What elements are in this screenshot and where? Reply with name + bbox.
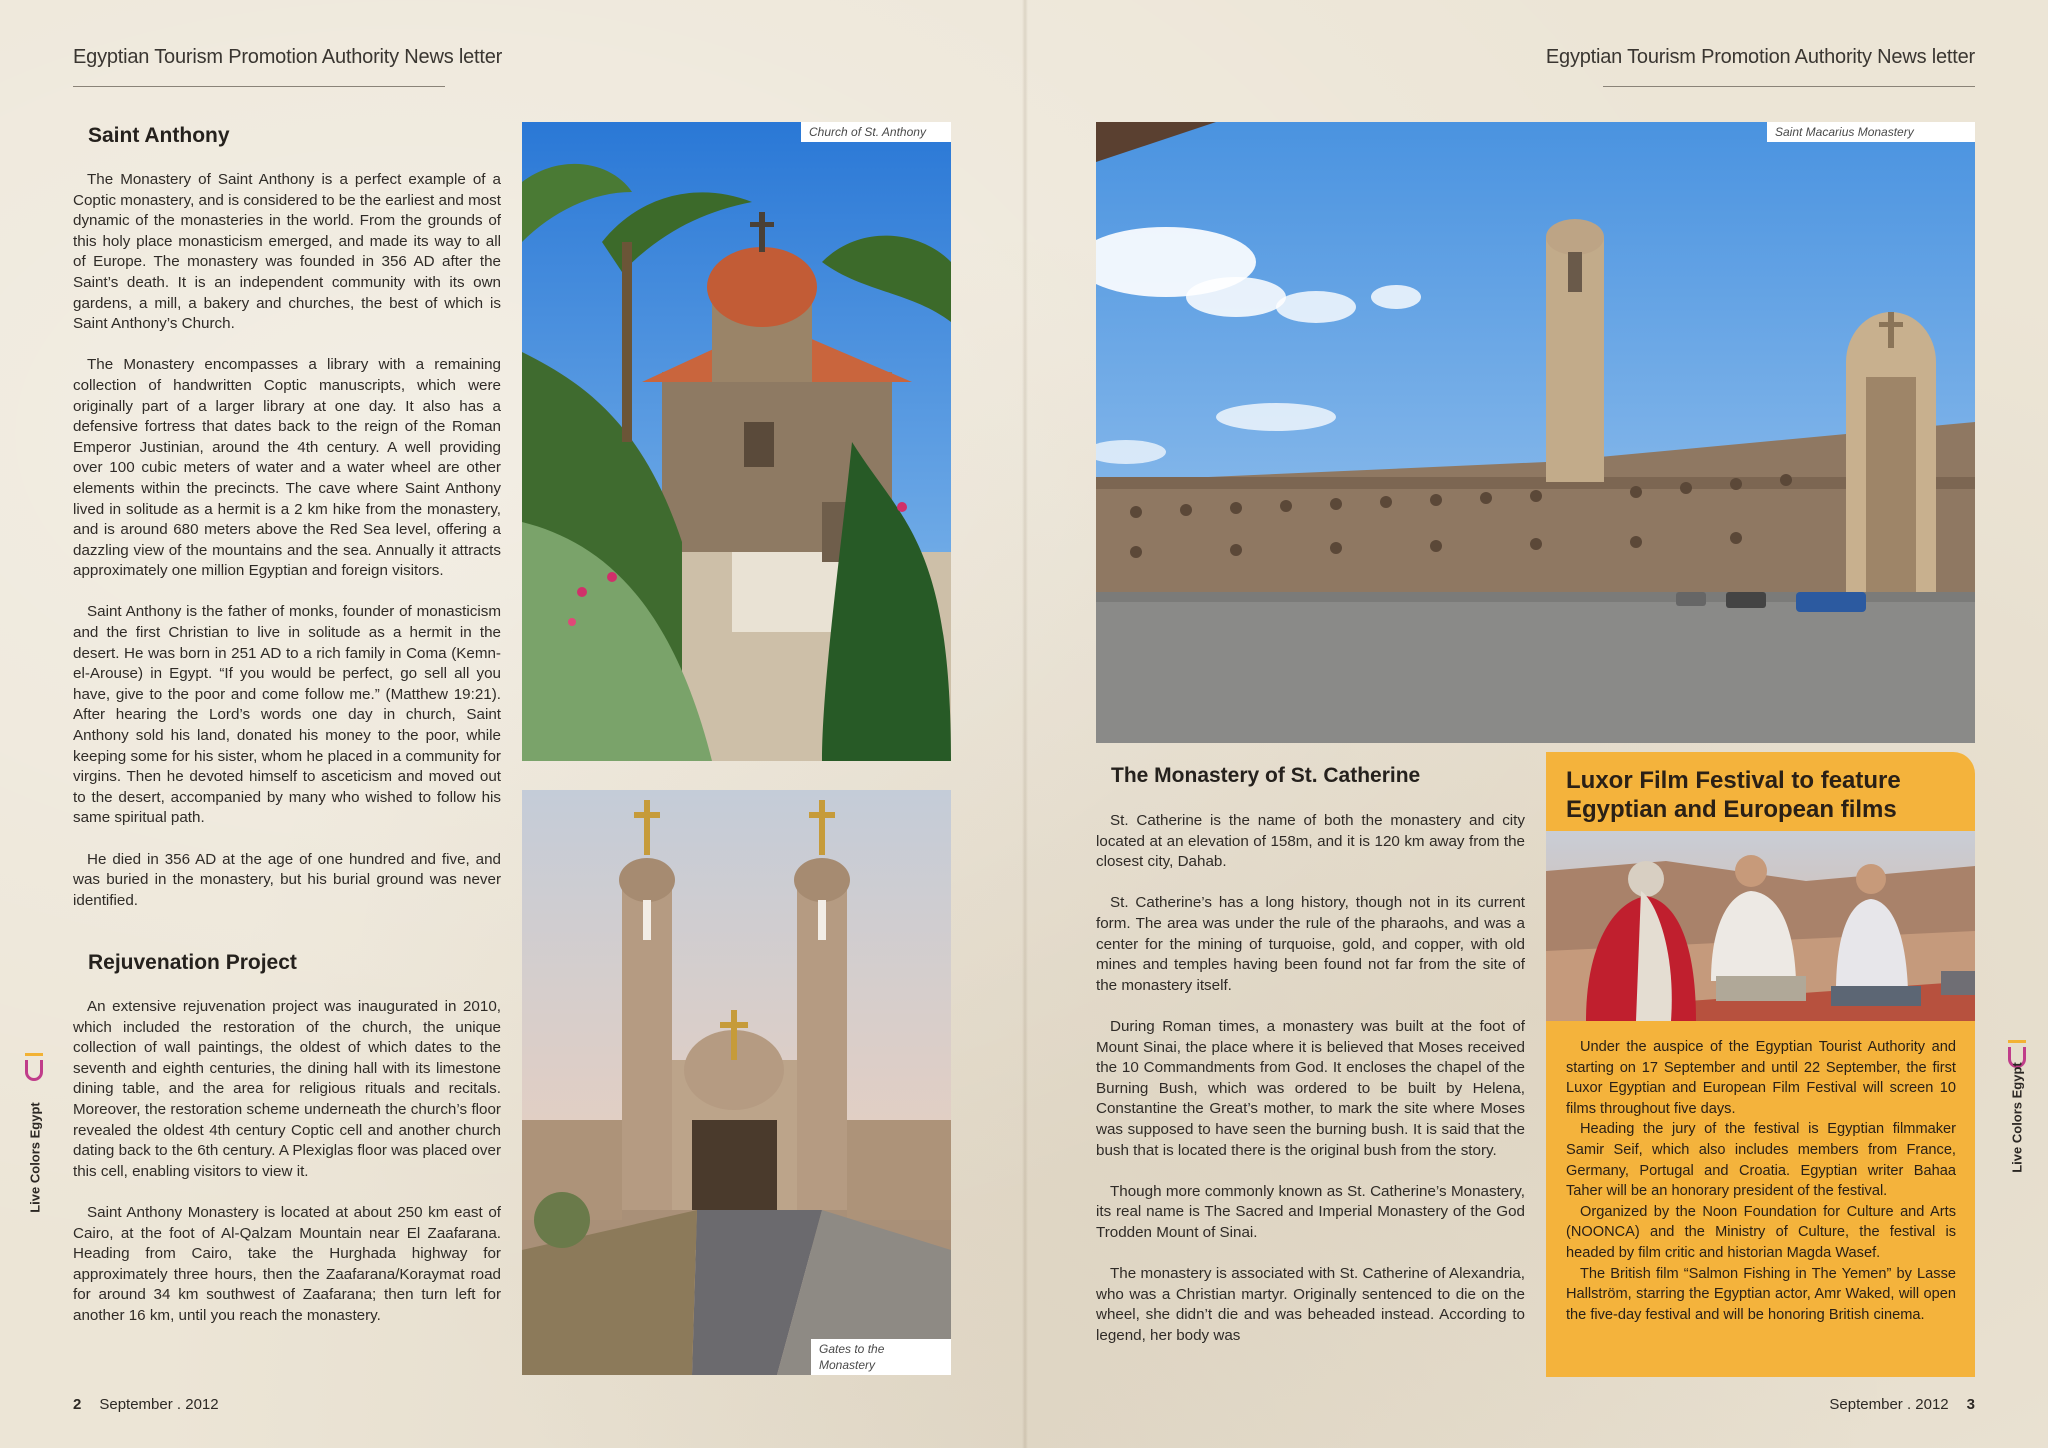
page-number-left: 2 — [73, 1396, 82, 1413]
saint-anthony-paragraph: The Monastery of Saint Anthony is a perfect example of a Coptic monastery, and is considered to be the earliest and most dynamic of the monasteries in the world. From the grounds of this holy place monasticism emerged, and made its way to all of Europe. The monastery was founded in 356 AD after the Saint’s death. It is an independent community with its own gardens, a mill, a bakery and churches, the best of which is Saint Anthony’s Church. — [73, 171, 501, 333]
macarius-illustration — [1096, 122, 1975, 743]
page-gutter — [1022, 0, 1028, 1448]
luxor-paragraph: The British film “Salmon Fishing in The Yemen” by Lasse Hallström, starring the Egyptian actor, Amr Waked, will open the five-day festival and will be honoring British cinema. — [1566, 1265, 1956, 1323]
rejuvenation-title: Rejuvenation Project — [88, 951, 297, 974]
luxor-illustration — [1546, 831, 1975, 1021]
church-photo-caption: Church of St. Anthony — [801, 122, 951, 142]
luxor-paragraph: Heading the jury of the festival is Egyptian filmmaker Samir Seif, which also includes members from France, Germany, Portugal and Croatia. Egyptian writer Bahaa Taher will be an honorary president of the festival. — [1566, 1121, 1956, 1200]
saint-anthony-paragraph: He died in 356 AD at the age of one hundred and five, and was buried in the monastery, but his burial ground was never identified. — [73, 850, 501, 909]
rejuvenation-body — [73, 997, 501, 1327]
side-logo-left — [25, 1060, 43, 1081]
st-catherine-paragraph: St. Catherine is the name of both the monastery and city located at an elevation of 158m, and it is 120 km away from the closest city, Dahab. — [1096, 812, 1525, 871]
issue-date-left: September . 2012 — [99, 1396, 219, 1413]
side-label-left: Live Colors Egypt — [27, 1102, 43, 1213]
page-number-right: 3 — [1966, 1396, 1975, 1413]
gates-photo — [522, 790, 951, 1375]
st-catherine-paragraph: The monastery is associated with St. Catherine of Alexandria, who was a Christian martyr. Originally sentenced to die on the wheel, she didn’t die and was beheaded instead. According to legend, her body was — [1096, 1265, 1525, 1344]
luxor-paragraph: Under the auspice of the Egyptian Tourist Authority and starting on 17 September and until 22 September, the first Luxor Egyptian and European Film Festival will screen 10 films throughout five days. — [1566, 1039, 1956, 1117]
luxor-paragraph: Organized by the Noon Foundation for Culture and Arts (NOONCA) and the Ministry of Culture, the festival is headed by film critic and historian Magda Wasef. — [1566, 1203, 1956, 1261]
luxor-title: Luxor Film Festival to feature Egyptian and European films — [1566, 767, 1901, 823]
church-illustration — [522, 122, 951, 761]
side-label-right: Live Colors Egypt — [2009, 1062, 2025, 1173]
saint-anthony-paragraph: The Monastery encompasses a library with a remaining collection of handwritten Coptic manuscripts, which were originally part of a larger library at one day. It also has a defensive fortress that dates back to the reign of the Roman Emperor Justinian, around the 4th century. A well providing over 100 cubic meters of water and a water wheel are other elements within the precincts. The cave where Saint Anthony lived in solitude as a hermit is a 2 km hike from the monastery, and is around 680 meters above the Red Sea level, offering a dazzling view of the mountains and the sea. Annually it attracts approximately one million Egyptian and foreign visitors. — [73, 356, 501, 580]
st-catherine-paragraph: Though more commonly known as St. Catherine’s Monastery, its real name is The Sacred and Imperial Monastery of the God Trodden Mount of Sinai. — [1096, 1182, 1525, 1241]
header-rule-left — [73, 86, 445, 87]
rejuvenation-paragraph: An extensive rejuvenation project was inaugurated in 2010, which included the restoration of the church, the unique collection of wall paintings, the oldest of which dates to the seventh and eighth centuries, the dining hall with its limestone dining table, and the area for religious rituals and recitals. Moreover, the restoration scheme underneath the church’s floor revealed the oldest 4th century Coptic cell and another church dating back to the 6th century. A Plexiglas floor was placed over this cell, enabling visitors to view it. — [73, 998, 501, 1180]
st-catherine-paragraph: During Roman times, a monastery was built at the foot of Mount Sinai, the place where it is believed that Moses received the 10 Commandments from God. It encloses the chapel of the Burning Bush, which was ordered to be built by Helena, Constantine the Great’s mother, to mark the site where Moses was supposed to have seen the burning bush. It is said that the bush that is located there is the original bush from the story. — [1096, 1017, 1525, 1159]
saint-anthony-paragraph: Saint Anthony is the father of monks, founder of monasticism and the first Christian to live in solitude as a hermit in the desert. He was born in 251 AD to a rich family in Coma (Kemn-el-Arouse) in Egypt. “If you would be perfect, go sell all you have, give to the poor and come follow me.” (Matthew 19:21). After hearing the Lord’s words one day in church, Saint Anthony sold his land, donated his money to the poor, while keeping some for his sister, whom he placed in a community for virgins. Then he devoted himself to asceticism and moved out to the desert, accompanied by many who wished to follow his same spiritual path. — [73, 603, 501, 827]
running-head-left: Egyptian Tourism Promotion Authority News letter — [73, 46, 503, 68]
luxor-body — [1566, 1037, 1956, 1325]
luxor-photo — [1546, 831, 1975, 1021]
running-head-right: Egyptian Tourism Promotion Authority News letter — [1545, 46, 1975, 68]
issue-date-right: September . 2012 — [1829, 1396, 1949, 1413]
st-catherine-body — [1096, 811, 1525, 1346]
st-catherine-title: The Monastery of St. Catherine — [1111, 764, 1421, 787]
gates-illustration — [522, 790, 951, 1375]
church-photo — [522, 122, 951, 761]
folio-right — [1829, 1396, 1975, 1413]
macarius-photo — [1096, 122, 1975, 743]
st-catherine-paragraph: St. Catherine’s has a long history, though not in its current form. The area was under the rule of the pharaohs, and was a center for the mining of turquoise, gold, and copper, with old mines and temples having been found not far from the site of the monastery itself. — [1096, 894, 1525, 994]
folio-left — [73, 1396, 219, 1413]
macarius-photo-caption: Saint Macarius Monastery — [1767, 122, 1975, 142]
rejuvenation-paragraph: Saint Anthony Monastery is located at about 250 km east of Cairo, at the foot of Al-Qalzam Mountain near El Zaafarana. Heading from Cairo, take the Hurghada highway for approximately three hours, then the Zaafarana/Koraymat road for around 34 km southwest of Zaafarana; then turn left for another 16 km, until you reach the monastery. — [73, 1203, 501, 1324]
saint-anthony-body — [73, 170, 501, 911]
saint-anthony-title: Saint Anthony — [88, 124, 230, 147]
gates-photo-caption: Gates to the Monastery — [811, 1339, 951, 1375]
header-rule-right — [1603, 86, 1975, 87]
